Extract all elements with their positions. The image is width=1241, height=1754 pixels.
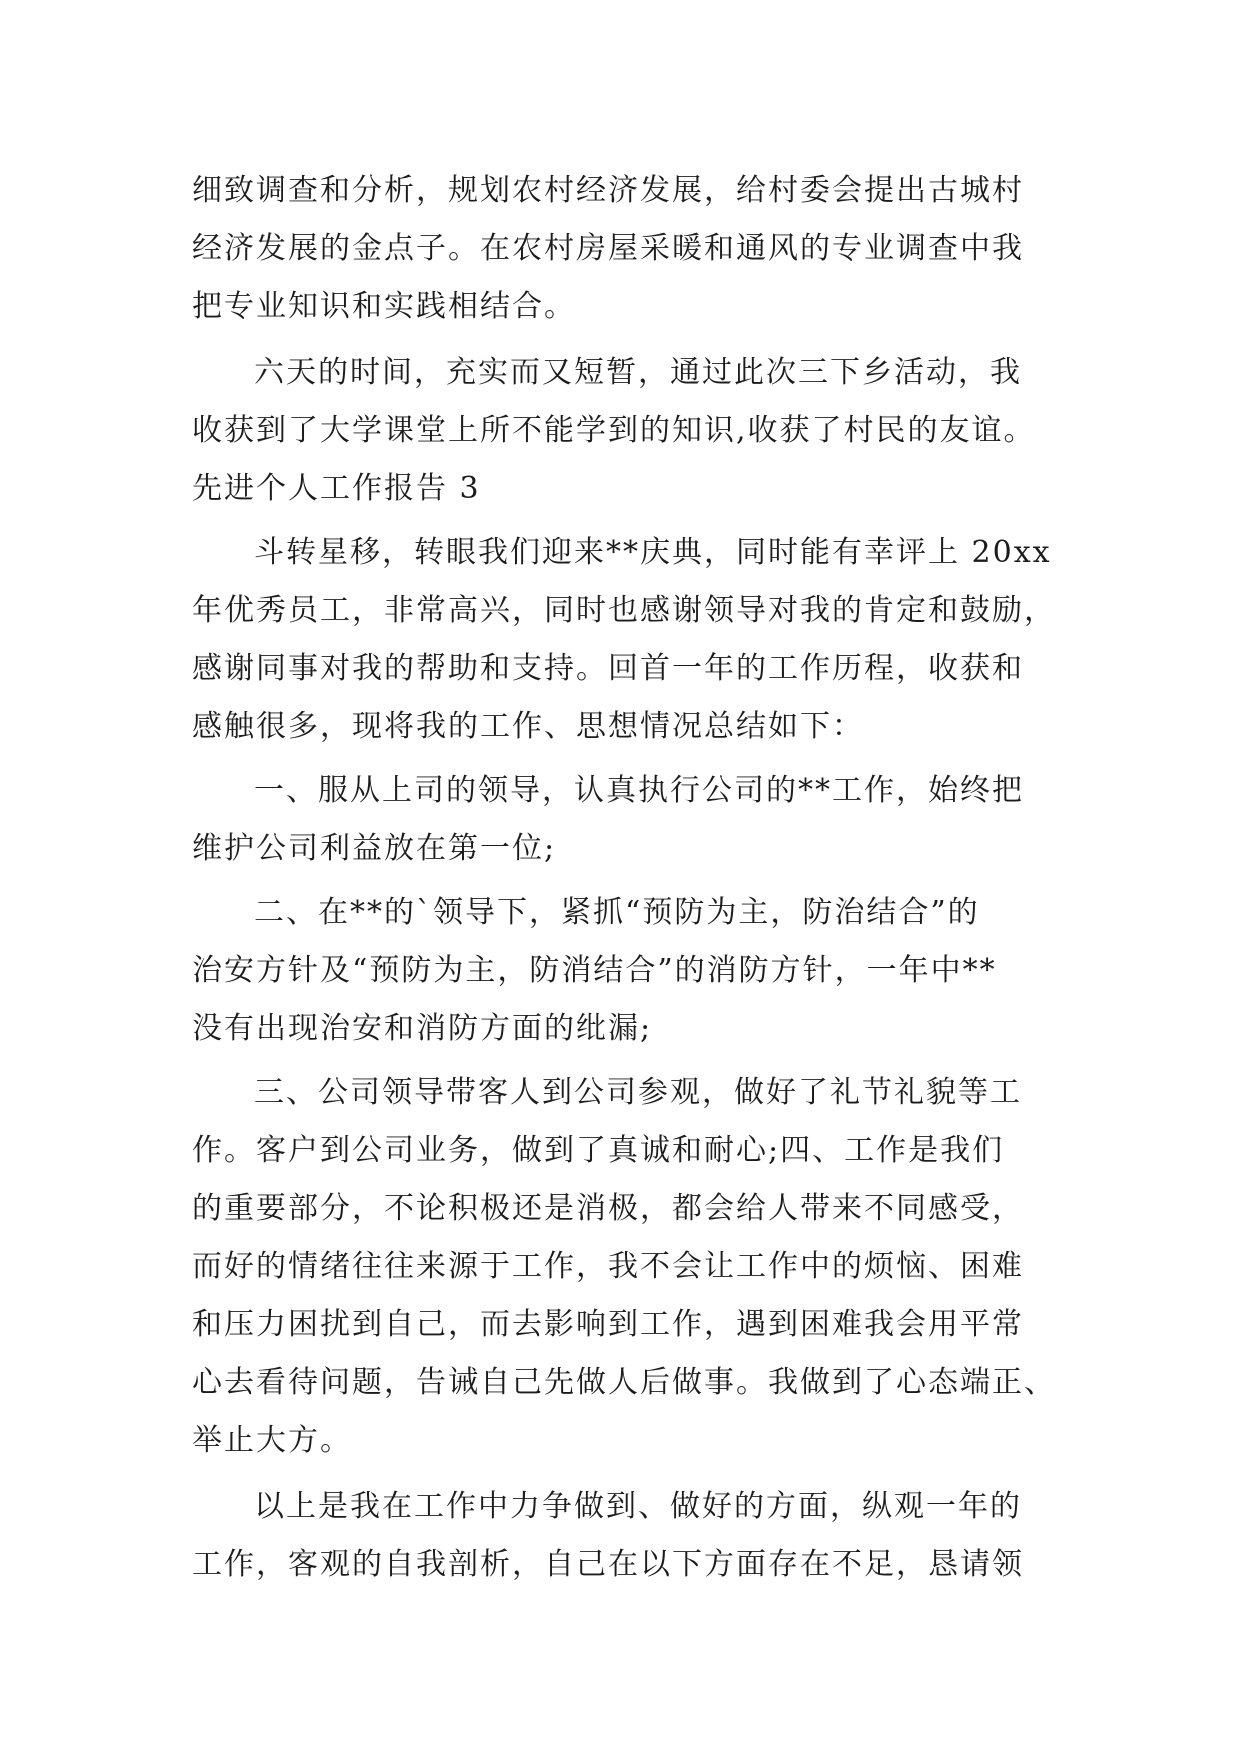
text-line: 感触很多，现将我的工作、思想情况总结如下： [192,709,864,744]
text-line: 斗转星移，转眼我们迎来**庆典，同时能有幸评上 20xx [254,535,1052,570]
text-line: 工作，客观的自我剖析，自己在以下方面存在不足，恳请领 [192,1547,1024,1582]
text-line: 和压力困扰到自己，而去影响到工作，遇到困难我会用平常 [192,1307,1024,1342]
text-line: 收获到了大学课堂上所不能学到的知识,收获了村民的友谊。 [192,413,1036,448]
text-line: 三、公司领导带客人到公司参观，做好了礼节礼貌等工 [254,1075,1022,1110]
text-line: 经济发展的金点子。在农村房屋采暖和通风的专业调查中我 [192,231,1024,266]
text-line: 没有出现治安和消防方面的纰漏; [192,1011,653,1046]
text-line: 六天的时间，充实而又短暂，通过此次三下乡活动，我 [254,355,1022,390]
text-line: 治安方针及“预防为主，防消结合”的消防方针，一年中** [192,953,997,988]
text-line: 维护公司利益放在第一位; [192,831,557,866]
text-line: 年优秀员工，非常高兴，同时也感谢领导对我的肯定和鼓励， [192,593,1056,628]
text-line: 二、在**的`领导下，紧抓“预防为主，防治结合”的 [254,895,980,930]
text-line: 以上是我在工作中力争做到、做好的方面，纵观一年的 [254,1489,1022,1524]
text-line: 细致调查和分析，规划农村经济发展，给村委会提出古城村 [192,173,1024,208]
text-line: 的重要部分，不论积极还是消极，都会给人带来不同感受， [192,1191,1024,1226]
document-body [192,162,1056,1594]
text-line: 作。客户到公司业务，做到了真诚和耐心;四、工作是我们 [192,1133,1005,1168]
section-heading: 先进个人工作报告 3 [192,471,481,506]
text-line: 举止大方。 [192,1423,352,1458]
text-line: 心去看待问题，告诫自己先做人后做事。我做到了心态端正、 [192,1365,1056,1400]
text-line: 感谢同事对我的帮助和支持。回首一年的工作历程，收获和 [192,651,1024,686]
text-line: 而好的情绪往往来源于工作，我不会让工作中的烦恼、困难 [192,1249,1024,1284]
text-line: 把专业知识和实践相结合。 [192,289,576,324]
text-line: 一、服从上司的领导，认真执行公司的**工作，始终把 [254,773,1024,808]
